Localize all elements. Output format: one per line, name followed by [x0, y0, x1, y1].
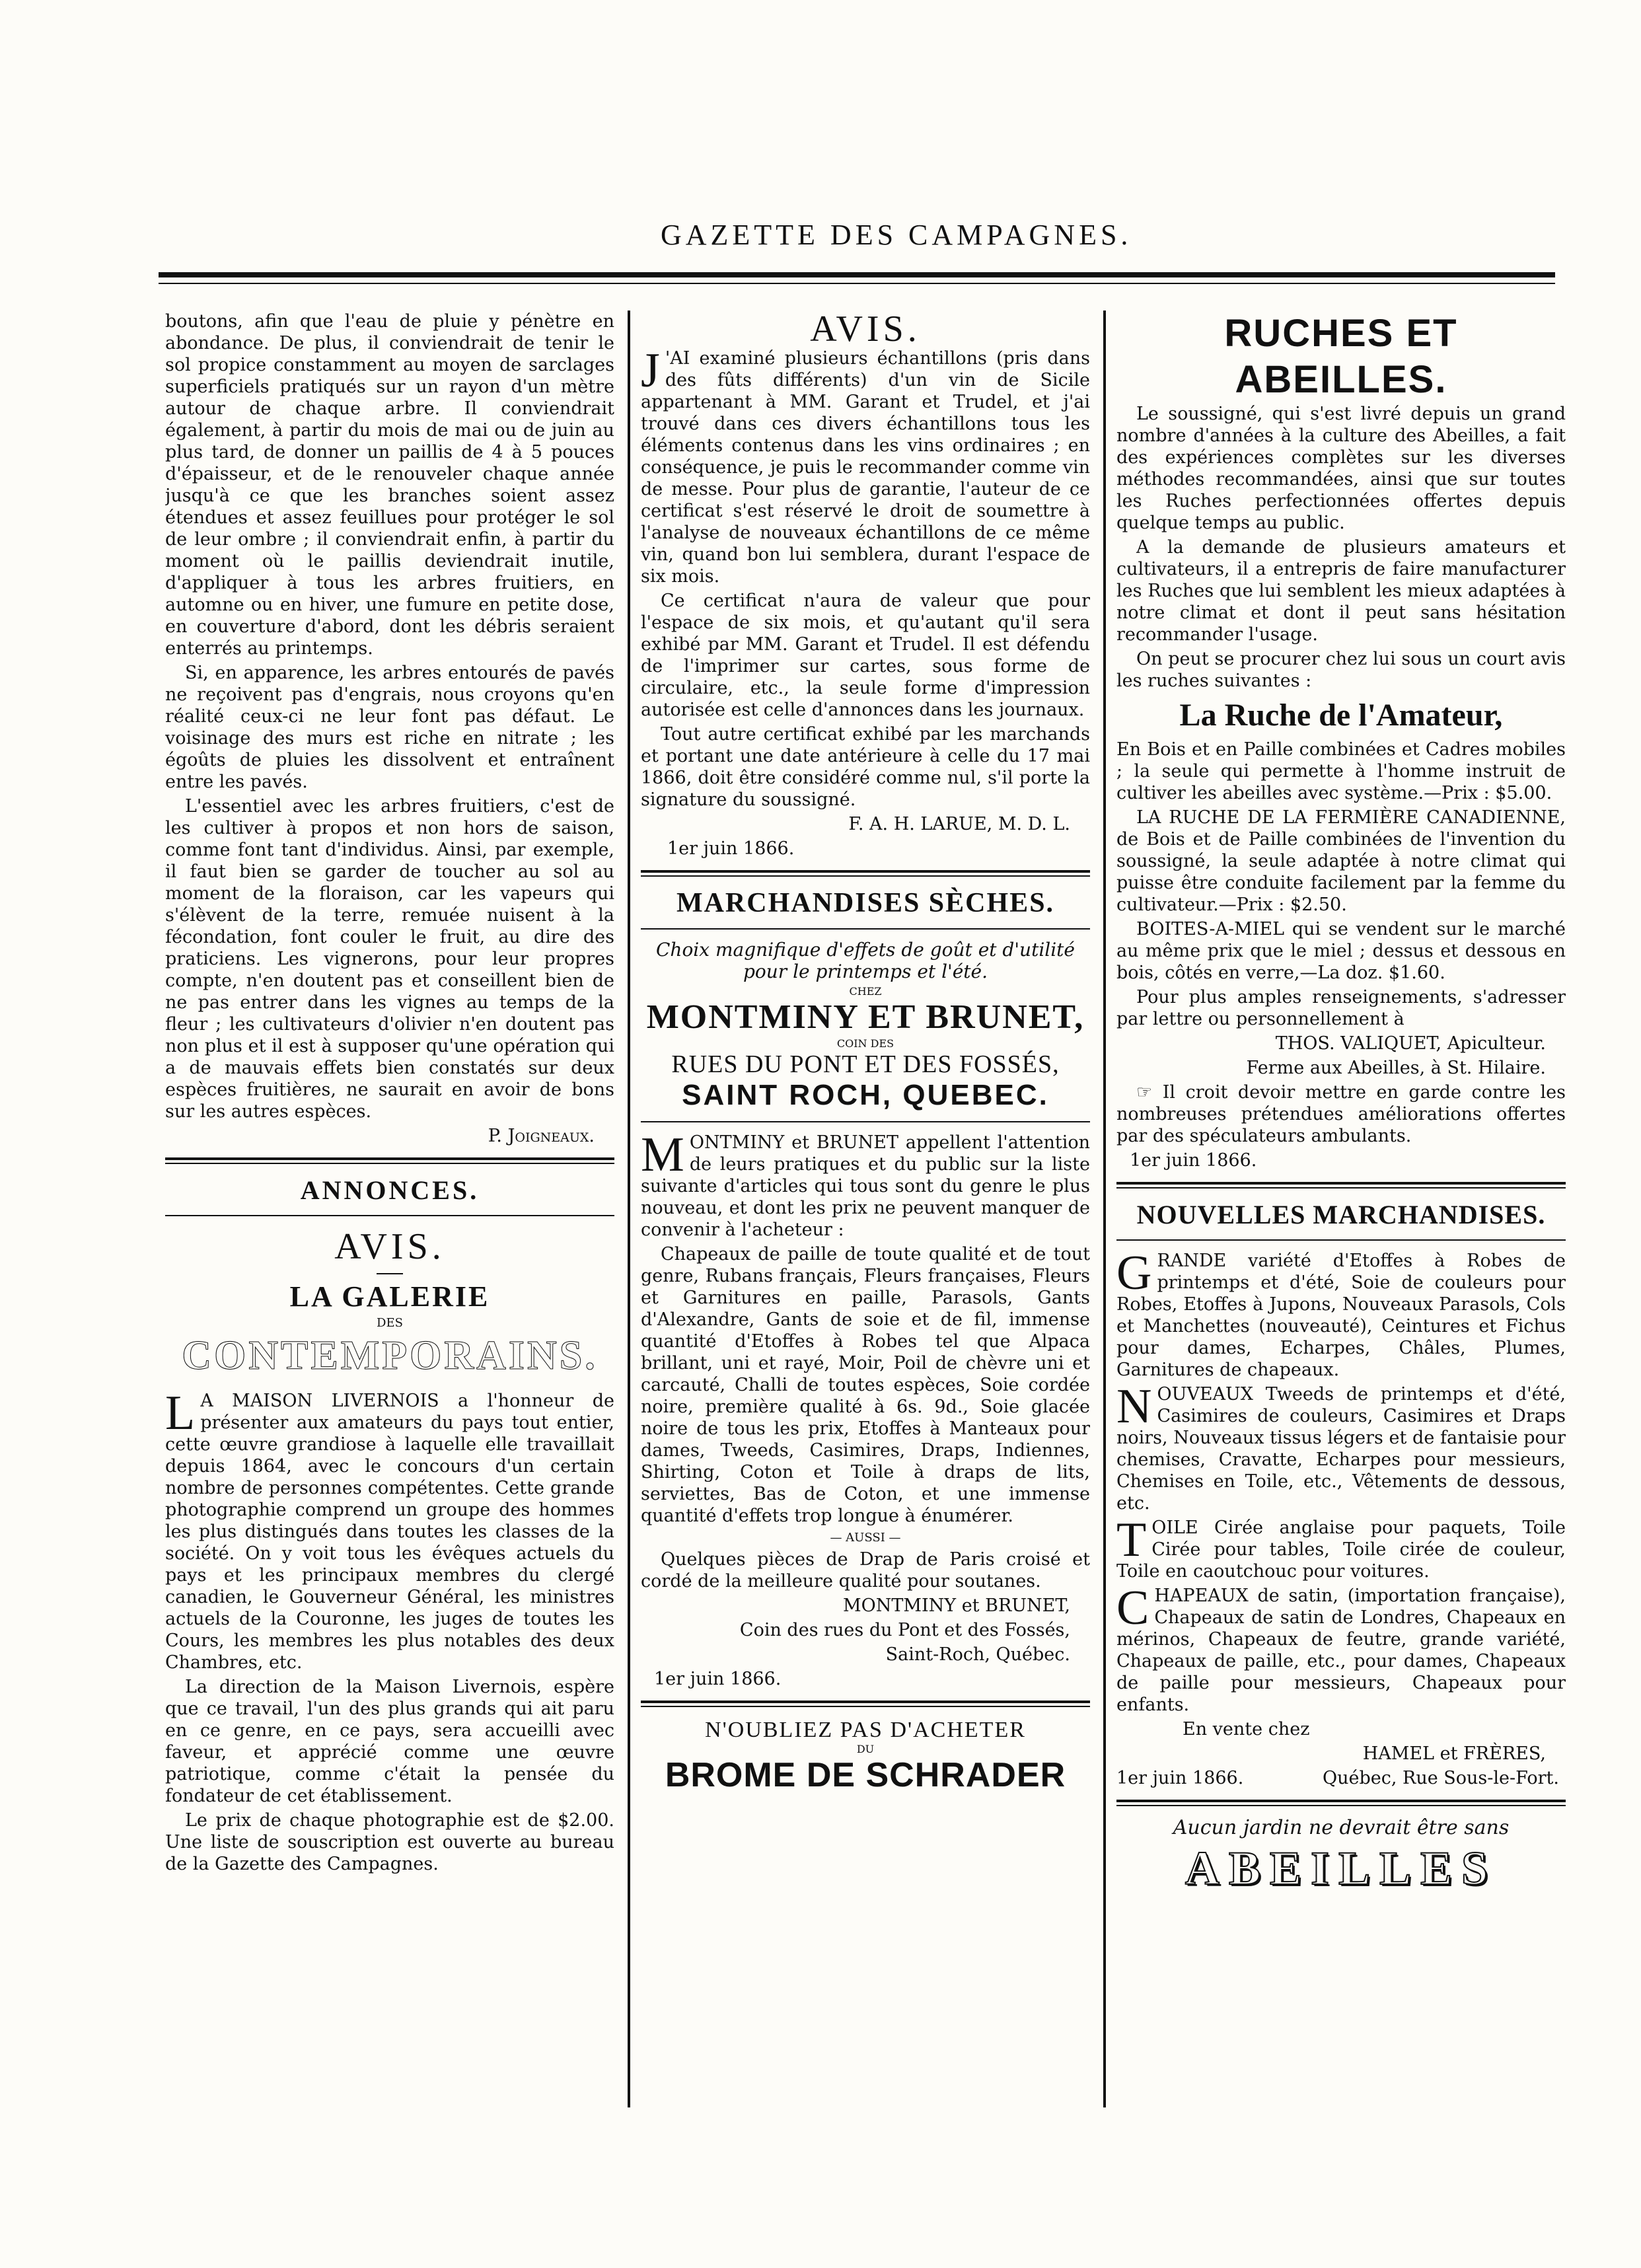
brome-heading: BROME DE SCHRADER [665, 1756, 1066, 1794]
article-signature: P. Joigneaux. [488, 1126, 595, 1146]
nouvelles-paragraph: OUVEAUX Tweeds de printemps et d'été, Casimires de couleurs, Casimires et Draps noirs, Nouveaux tissus légers et de fantaisie pour chemises, Cravatte, Echarpes pour messieurs, Chemises en Toile, etc., Vêtements de dessous, etc. [1116, 1384, 1566, 1514]
nouvelles-paragraph: RANDE variété d'Etoffes à Robes de printemps et d'été, Soie de couleurs pour Robes, Etoffes à Jupons, Nouveaux Parasols, Cols et Manchettes (nouveauté), Ceintures et Fichus pour dames, Echarpes, Châles, Plumes, Garnitures de chapeaux. [1116, 1251, 1566, 1380]
annonces-heading: ANNONCES. [300, 1175, 480, 1205]
ruches-heading: RUCHES ET ABEILLES. [1224, 312, 1458, 401]
galerie-heading: LA GALERIE [289, 1280, 490, 1313]
nouvelles-paragraph: HAPEAUX de satin, (importation française), Chapeaux de satin de Londres, Chapeaux en mérinos, Chapeaux de feutre, grande variété, Chapeaux de paille, etc., pour dames, Chapeaux de paille pour messieurs, Chapeaux pour enfants. [1116, 1586, 1566, 1715]
section-rule [165, 1215, 614, 1216]
avis-signature: F. A. H. LARUE, M. D. L. [848, 814, 1070, 834]
column-divider [1103, 311, 1106, 2107]
section-rule [165, 1157, 614, 1164]
avis-date: 1er juin 1866. [667, 838, 795, 859]
montminy-date: 1er juin 1866. [654, 1669, 782, 1689]
section-rule [641, 928, 1090, 930]
article-paragraph: boutons, afin que l'eau de pluie y pénètre en abondance. De plus, il conviendrait de tenir le sol propice constamment au moyen de sarclages superficiels pratiqués sur un rayon d'un mètre autour de chaque arbre. Il conviendrait également, à partir du mois de mai ou de juin au plus tard, de donner un paillis de 4 à 5 pouces d'épaisseur, et de le renouveler chaque année jusqu'à ce que les branches soient assez étendues et assez feuillues pour protéger le sol de leur ombre ; il conviendrait enfin, à partir du moment où le paillis deviendrait inutile, d'appliquer à tous les arbres fruitiers, en automne ou en hiver, une fumure en petite dose, en couverture d'abord, dont les débris seraient enterrés au printemps. [165, 311, 614, 659]
avis-paragraph: Ce certificat n'aura de valeur que pour l'espace de six mois, et qu'autant qu'il sera exhibé par MM. Garant et Trudel. Il est défendu de l'imprimer sur cartes, sous forme de circulaire, etc., la seule forme d'impression autorisée est celle d'annonces dans les journaux. [641, 591, 1090, 720]
ruches-ferme: Ferme aux Abeilles, à St. Hilaire. [1246, 1058, 1546, 1078]
hamel-signature: HAMEL et FRÈRES, [1362, 1743, 1546, 1764]
avis-paragraph: Tout autre certificat exhibé par les marchands et portant une date antérieure à celle du 17 mai 1866, doit être considéré comme nul, s'il porte la signature du soussigné. [641, 724, 1090, 810]
du-label: DU [856, 1743, 875, 1755]
chez-label: CHEZ [849, 985, 882, 998]
montminy-signature: MONTMINY et BRUNET, [842, 1595, 1070, 1616]
livernois-paragraph: A MAISON LIVERNOIS a l'honneur de présenter aux amateurs du pays tout entier, cette œuvre grandiose à laquelle elle travaillait depuis 1864, avec le concours d'un certain nombre de personnes compétentes. Cette grande photographie comprend un groupe des hommes les plus distingués dans toutes les classes de la société. On y voit tous les évêques actuels du pays et les principaux membres du clergé canadien, le Gouverneur Général, les ministres actuels de la Couronne, les juges de toutes les Cours, les membres les plus notables des deux Chambres, etc. [165, 1391, 614, 1673]
article-paragraph: L'essentiel avec les arbres fruitiers, c'est de les cultiver à propos et non hors de saison, comme font tant d'individus. Ainsi, par exemple, il faut bien se garder de toucher au sol au moment de la floraison, car les vapeurs qui s'élèvent de la terre, remuée nuisent à la fécondation, font couler le fruit, au dire des praticiens. Les vignerons, pour leur propres compte, n'en doutent pas et conseillent bien de ne pas entrer dans les vignes au temps de la fleur ; les cultivateurs d'olivier n'en doutent pas non plus et il est à supposer qu'une opération qui a de mauvais effets bien constatés sur deux espèces fruitières, ne saurait en avoir de bons sur les autres espèces. [165, 796, 614, 1122]
montminy-heading: MONTMINY ET BRUNET, [646, 998, 1085, 1036]
dropcap-letter: N [1116, 1379, 1152, 1434]
newspaper-title: GAZETTE DES CAMPAGNES. [661, 219, 1132, 251]
section-rule [1116, 1800, 1566, 1806]
livernois-paragraph: La direction de la Maison Livernois, espère que ce travail, l'un des plus grands qui ait paru en ce genre, en ce pays, sera accueilli avec faveur, et apprécié comme une œuvre patriotique, comme c'était la pensée du fondateur de cet établissement. [165, 1677, 614, 1806]
montminy-address: Coin des rues du Pont et des Fossés, [739, 1620, 1070, 1640]
dropcap-letter: G [1116, 1246, 1152, 1300]
des-label: DES [377, 1316, 403, 1330]
rues-heading: RUES DU PONT ET DES FOSSÉS, [671, 1050, 1060, 1078]
section-rule [1116, 1239, 1566, 1241]
ruches-paragraph: BOITES-A-MIEL qui se vendent sur le marché au même prix que le miel ; dessus et dessous en bois, côtés en verre,—La doz. $1.60. [1116, 919, 1566, 983]
nouvelles-heading: NOUVELLES MARCHANDISES. [1136, 1200, 1546, 1229]
aucun-text: Aucun jardin ne devrait être sans [1173, 1816, 1510, 1839]
column-middle [641, 311, 1090, 2213]
section-rule [1116, 1182, 1566, 1189]
ruches-paragraph: ☞ Il croit devoir mettre en garde contre les nombreuses prétendues améliorations offertes par des spéculateurs ambulants. [1116, 1082, 1566, 1146]
dropcap-letter: T [1116, 1513, 1147, 1567]
article-paragraph: Si, en apparence, les arbres entourés de pavés ne reçoivent pas d'engrais, nous croyons qu'en réalité ceux-ci ne leur font pas défaut. Le voisinage des murs est riche en nitrate ; les égoûts de pluies les dissolvent et entraînent entre les pavés. [165, 663, 614, 792]
contemporains-heading: CONTEMPORAINS. [182, 1333, 598, 1378]
ruches-date: 1er juin 1866. [1130, 1150, 1257, 1171]
aussi-label: — AUSSI — [830, 1531, 901, 1545]
dropcap-letter: C [1116, 1581, 1149, 1635]
masthead [159, 211, 1555, 271]
avis-paragraph: 'AI examiné plusieurs échantillons (pris dans des fûts différents) d'un vin de Sicile appartenant à MM. Garant et Trudel, et j'ai trouvé dans ces divers échantillons tous les éléments contenus dans les vins ordinaires ; en conséquence, je puis le recommander comme vin de messe. Pour plus de garantie, l'auteur de ce certificat s'est réservé le droit de soumettre à l'analyse de nouveaux échantillons de ce même vin, quand bon lui semblera, durant l'espace de six mois. [641, 348, 1090, 587]
ruches-paragraph: En Bois et en Paille combinées et Cadres mobiles ; la seule qui permette à l'homme instruit de cultiver les abeilles avec système.—Prix : $5.00. [1116, 739, 1566, 803]
avis-heading: AVIS. [810, 311, 921, 349]
nouvelles-paragraph: OILE Cirée anglaise pour paquets, Toile Cirée pour tables, Toile cirée de couleur, Toile en caoutchouc pour voitures. [1116, 1518, 1566, 1582]
ruches-paragraph: Pour plus amples renseignements, s'adresser par lettre ou personnellement à [1116, 987, 1566, 1029]
abeilles-heading: ABEILLES [1185, 1842, 1498, 1895]
ruches-paragraph: On peut se procurer chez lui sous un court avis les ruches suivantes : [1116, 649, 1566, 691]
livernois-paragraph: Le prix de chaque photographie est de $2.00. Une liste de souscription est ouverte au bureau de la Gazette des Campagnes. [165, 1810, 614, 1874]
dropcap-letter: J [641, 344, 660, 398]
ruche-amateur-heading: La Ruche de l'Amateur, [1179, 698, 1503, 733]
montminy-paragraph: Chapeaux de paille de toute qualité et de tout genre, Rubans français, Fleurs françaises, Fleurs et Garnitures en paille, Parasols, Gants d'Alexandre, Gants de soie et de fil, immense quantité d'Etoffes à Robes tel que Alpaca brillant, uni et rayé, Moir, Poil de chèvre uni et carcauté, Challi de toutes espèces, Soie cordée noire, première qualité à 6s. 9d., Soie glacée noire de tous les prix, Etoffes à Manteaux pour dames, Tweeds, Casimires, Draps, Indiennes, Shirting, Coton et Toile à draps de lits, serviettes, Bas de Coton, et une immense quantité d'effets trop longue à énumérer. [641, 1244, 1090, 1526]
marchandises-heading: MARCHANDISES SÈCHES. [676, 888, 1055, 918]
ruches-paragraph: A la demande de plusieurs amateurs et cultivateurs, il a entrepris de faire manufacturer les Ruches que lui semblent les mieux adaptées à notre climat et dont il peut sans hésitation recommander l'usage. [1116, 537, 1566, 645]
hamel-address: Québec, Rue Sous-le-Fort. [1322, 1768, 1559, 1788]
dropcap-letter: M [641, 1128, 684, 1182]
column-left [165, 311, 614, 2213]
masthead-rule-thin [159, 283, 1555, 284]
dropcap-letter: L [165, 1386, 196, 1440]
coin-label: COIN DES [836, 1037, 894, 1050]
montminy-paragraph: Quelques pièces de Drap de Paris croisé et cordé de la meilleure qualité pour soutanes. [641, 1549, 1090, 1591]
pointing-hand-icon: ☞ [1136, 1082, 1163, 1103]
avis-heading: AVIS. [334, 1226, 445, 1267]
montminy-paragraph: ONTMINY et BRUNET appellent l'attention de leurs pratiques et du public sur la liste suivante d'articles qui tous sont du genre le plus nouveau, et dont les prix ne peuvent manquer de convenir à l'acheteur : [641, 1132, 1090, 1240]
section-rule [641, 1121, 1090, 1122]
ruches-paragraph: LA RUCHE DE LA FERMIÈRE CANADIENNE, de Bois et de Paille combinées de l'invention du soussigné, la seule adaptée à notre climat qui puisse être conduite facilement par la femme du cultivateur.—Prix : $2.50. [1116, 807, 1566, 915]
hamel-footer [1116, 1767, 1566, 1789]
short-rule [377, 1273, 403, 1274]
section-rule [641, 1701, 1090, 1707]
column-right [1116, 311, 1566, 2213]
oubliez-heading: N'OUBLIEZ PAS D'ACHETER [705, 1718, 1026, 1742]
ruches-paragraph: Le soussigné, qui s'est livré depuis un grand nombre d'années à la culture des Abeilles, a fait des expériences complètes sur les diverses méthodes recommandées, ainsi que sur toutes les Ruches perfectionnées offertes depuis quelque temps au public. [1116, 404, 1566, 533]
ruches-signature: THOS. VALIQUET, Apiculteur. [1275, 1033, 1546, 1054]
masthead-rule-thick [159, 272, 1555, 277]
vente-label: En vente chez [1183, 1719, 1310, 1739]
choix-text: Choix magnifique d'effets de goût et d'utilité pour le printemps et l'été. [655, 939, 1076, 982]
montminy-address: Saint-Roch, Québec. [885, 1644, 1070, 1665]
saint-roch-heading: SAINT ROCH, QUEBEC. [682, 1079, 1049, 1111]
hamel-date: 1er juin 1866. [1116, 1768, 1244, 1788]
column-divider [628, 311, 630, 2107]
section-rule [641, 870, 1090, 877]
